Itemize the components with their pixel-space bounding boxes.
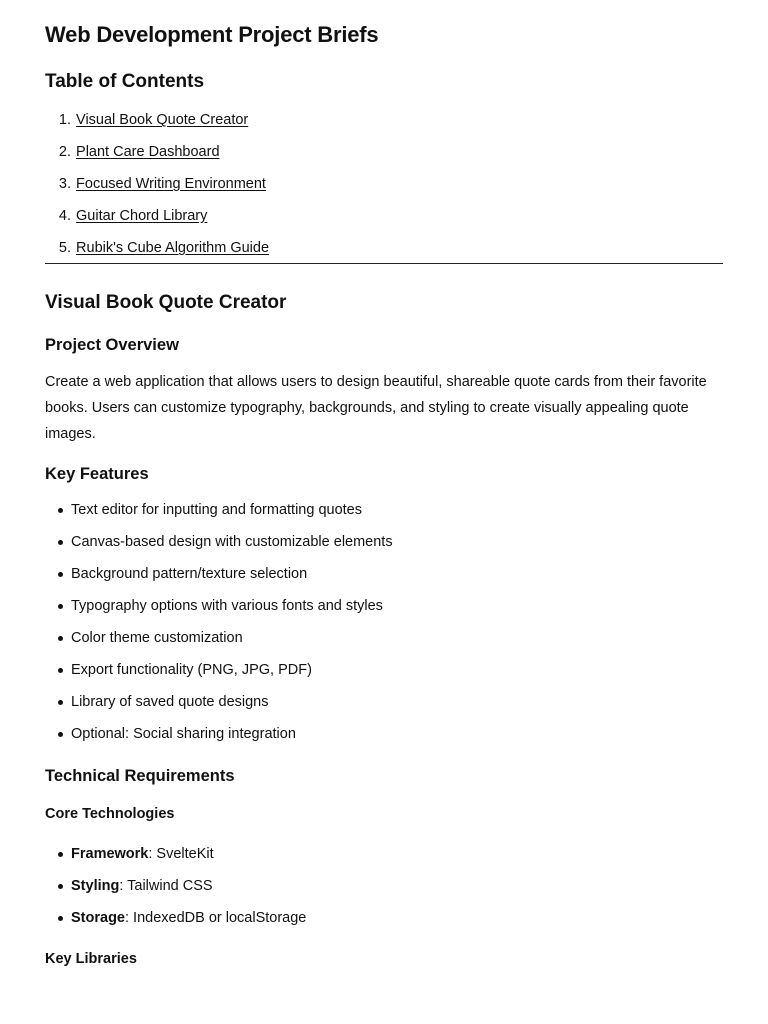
toc-item [45,140,723,172]
tech-value: : SvelteKit [148,846,214,862]
list-item [45,906,723,938]
tech-key: Framework [71,846,149,862]
toc-item-number: 4. [58,208,71,224]
feature-text: Background pattern/texture selection [71,566,308,582]
bullet-icon [58,700,63,705]
toc-item-number: 2. [58,144,71,160]
feature-text: Color theme customization [71,630,243,646]
toc-link-visual-book-quote-creator[interactable]: Visual Book Quote Creator [76,112,249,128]
core-technologies-heading: Core Technologies [45,806,175,822]
toc-link-guitar-chord-library[interactable]: Guitar Chord Library [76,208,208,224]
list-item [45,594,723,626]
bullet-icon [58,852,63,857]
list-item [45,658,723,690]
tech-key: Storage [71,910,125,926]
toc-item [45,108,723,140]
section-divider [45,263,723,264]
tech-requirements-heading: Technical Requirements [45,767,235,785]
list-item [45,690,723,722]
toc-heading: Table of Contents [45,71,205,92]
list-item [45,626,723,658]
bullet-icon [58,732,63,737]
feature-text: Library of saved quote designs [71,694,269,710]
toc-link-plant-care-dashboard[interactable]: Plant Care Dashboard [76,144,220,160]
feature-text: Typography options with various fonts and styles [71,598,383,614]
list-item [45,874,723,906]
toc-item-number: 1. [58,112,71,128]
overview-paragraph: Create a web application that allows users to design beautiful, shareable quote cards from their favorite books. Users can customize typography, backgrounds, and styling to create visually appealing quote images. [45,374,707,442]
toc-link-focused-writing-environment[interactable]: Focused Writing Environment [76,176,266,192]
bullet-icon [58,540,63,545]
bullet-icon [58,916,63,921]
list-item [45,562,723,594]
core-technologies-list [45,842,723,938]
list-item [45,722,723,754]
bullet-icon [58,604,63,609]
features-heading: Key Features [45,465,149,483]
list-item [45,842,723,874]
toc-link-rubiks-cube-algorithm-guide[interactable]: Rubik's Cube Algorithm Guide [76,240,270,256]
bullet-icon [58,636,63,641]
bullet-icon [58,572,63,577]
key-libraries-heading: Key Libraries [45,951,137,967]
table-of-contents [45,108,723,268]
list-item [45,498,723,530]
tech-value: : IndexedDB or localStorage [125,910,307,926]
feature-text: Optional: Social sharing integration [71,726,296,742]
feature-text: Export functionality (PNG, JPG, PDF) [71,662,312,678]
bullet-icon [58,668,63,673]
list-item [45,530,723,562]
toc-item-number: 5. [58,240,71,256]
feature-text: Text editor for inputting and formatting quotes [71,502,362,518]
toc-item [45,172,723,204]
feature-text: Canvas-based design with customizable elements [71,534,393,550]
document-title: Web Development Project Briefs [45,22,379,47]
tech-key: Styling [71,878,120,894]
bullet-icon [58,884,63,889]
section-title: Visual Book Quote Creator [45,292,287,313]
features-list [45,498,723,754]
bullet-icon [58,508,63,513]
overview-heading: Project Overview [45,336,179,354]
toc-item-number: 3. [58,176,71,192]
toc-item [45,204,723,236]
tech-value: : Tailwind CSS [119,878,213,894]
